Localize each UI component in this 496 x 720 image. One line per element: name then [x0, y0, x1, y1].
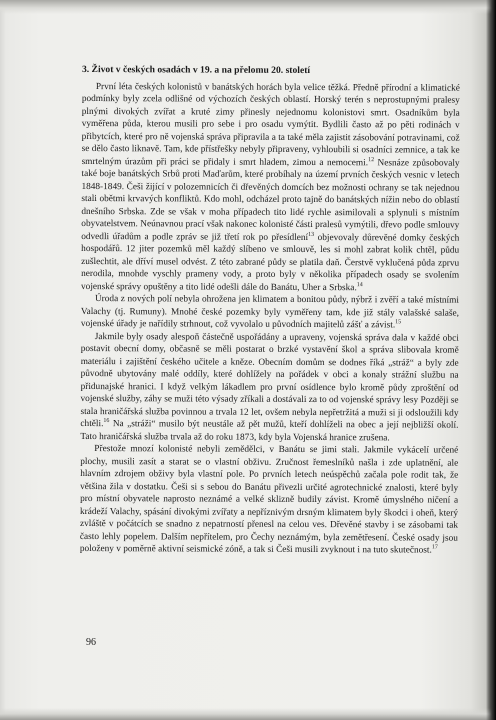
paragraph-text: Na „stráži“ musilo být neustále až pět mužů, kteří dohlíželi na obec a její nejbližší okolí. Tato hraničářská služba trvala až do roku 1873, kdy byla Vojenská hranice zrušena. — [80, 419, 459, 443]
paragraph-text: Přestože mnozí kolonisté nebyli zemědělci, v Banátu se jimi stali. Jakmile vykácelí určené plochy, musili zasít a starat se o vlastní obživu. Zručnost řemeslníků našla i zde uplatnění, ale hlavním zdrojem obživy byla vlastní pole. Po prvních letech neúspěchů začala pole rodit tak, že většina žila v dostatku. Češi si s sebou do Banátu přivezli určité agrotechnické znalosti, které byly pro místní obyvatele naprosto neznámé a velké sklizně budily závist. Kromě úmyslného ničení a krádeží Valachy, spásání divokými zvířaty a nepříznivým drsným klimatem byly škodci i oheň, který zvláště v počátcích se snadno z nepatrností přenesl na celou ves. Dřevěné stavby i se zásobami tak často lehly popelem. Dalším nepřítelem, pro Čechy neznámým, byla zemětřesení. České osady jsou položeny v poměrně aktivní seismické zóně, a tak si Češi musili zvyknout i na tuto skutečnost. — [79, 444, 459, 556]
body-paragraph — [81, 80, 460, 294]
paragraph-text: objevovaly důrevěné domky českých hospodářů. 12 jiter pozemků měl každý slíbeno ve smlouvě, les si mohl zabrat kolik chtěl, půdu zušlechtit, ale dříví musel odvést. Z této zabrané půdy se platila daň. Čerstvě vyklučená půda zprvu nerodila, mnohde vyschly prameny vody, a proto byly v několika případech osady se svolením vojenské správy opuštěny a tito lidé odešli dále do Banátu, Uher a Srbska. — [81, 232, 460, 293]
body-paragraph — [80, 330, 458, 444]
paragraph-text: Nesnáze způsobovaly také boje banátských Srbů proti Maďarům, které probíhaly na území prvních českých vesnic v letech 1848-1849. Češi žijící v polozemnicích či dřevěných domcích bez možnosti ochrany se tak nejednou stali obětmi krvavých konfliktů. Kdo mohl, odcházel proto tajně do banátských nížin nebo do oblastí dnešního Srbska. Zde se však v moha případech tito lidé rychle asimilovali a splynuli s místním obyvatelstvem. Neúnavnou prací však nakonec kolonisté části pralesů vymýtili, dřevo podle smlouvy odvedli úřadům a podle zpráv se již třetí rok po přesídlení — [81, 157, 460, 243]
book-spine-shadow — [486, 0, 496, 720]
page-number: 96 — [86, 637, 96, 648]
paragraph-text: První léta českých kolonistů v banátských horách byla velice těžká. Předně přírodní a klimatické podmínky byly zcela odlišné od výchozích českých oblastí. Horský terén s neprostupnými pralesy plnými divokých zvířat a kruté zimy přinesly nejednomu kolonistovi smrt. Osadníkům byla vyměřena půda, kterou musili pro sebe i pro osadu vymýtit. Bydlili často až po pěti rodinách v přibytcích, které pro ně vojenská správa připravila a ta také měla zajistit zásobování potravinami, což se dělo často liknavě. Tam, kde přístřešky nebyly připraveny, vyhloubili si osadníci zemnice, a tak ke smrtelným úrazům při práci se přidaly i smrt hladem, zimou a nemocemi. — [81, 81, 460, 168]
footnote-marker: 13 — [308, 231, 315, 238]
page-body — [80, 64, 460, 557]
page-bottom-shadow — [0, 708, 496, 720]
paragraph-text: Úroda z nových polí nebyla ohrožena jen klimatem a bonitou půdy, nýbrž i zvěří a také místními Valachy (tj. Rumuny). Mnohé české pozemky byly vyměřeny tam, kde již stály valašské salaše, vojenské úřady je nařídily strhnout, což vyvolalo u původních majitelů zášť a závist. — [80, 294, 459, 331]
section-heading: 3. Život v českých osadách v 19. a na přelomu 20. století — [81, 64, 311, 76]
footnote-marker: 17 — [431, 544, 438, 551]
body-paragraph — [81, 293, 459, 332]
paragraph-text: Jakmile byly osady alespoň částečně uspořádány a upraveny, vojenská správa dala v každé obci postavit obecní domy, občasně se měli postarat o brzké vystavění škol a správa slibovala kromě materiálu i zajištění českého učitele a kněze. Obecním domům se dodnes říká „stráž“ a byly zde původně ubytovány malé oddíly, které dohlížely na pořádek v obci a konaly strážní službu na přidunajské hranici. I když velkým lákadlem pro první osídlence bylo kromě půdy zproštění od vojenské služby, záhy se muži této výsady zříkali a dostávali za to od vojenské správy lesy Později se stala hraničářská služba povinnou a trvala 12 let, ovšem nebyla nepřetržitá a muži si ji odsloužili kdy chtěli. — [80, 331, 459, 430]
footnote-marker: 14 — [356, 281, 363, 288]
footnote-marker: 16 — [103, 418, 110, 425]
body-paragraphs — [80, 80, 460, 557]
footnote-marker: 12 — [368, 156, 375, 163]
body-paragraph — [80, 443, 458, 557]
footnote-marker: 15 — [395, 319, 402, 326]
page-top-shadow — [0, 0, 496, 14]
